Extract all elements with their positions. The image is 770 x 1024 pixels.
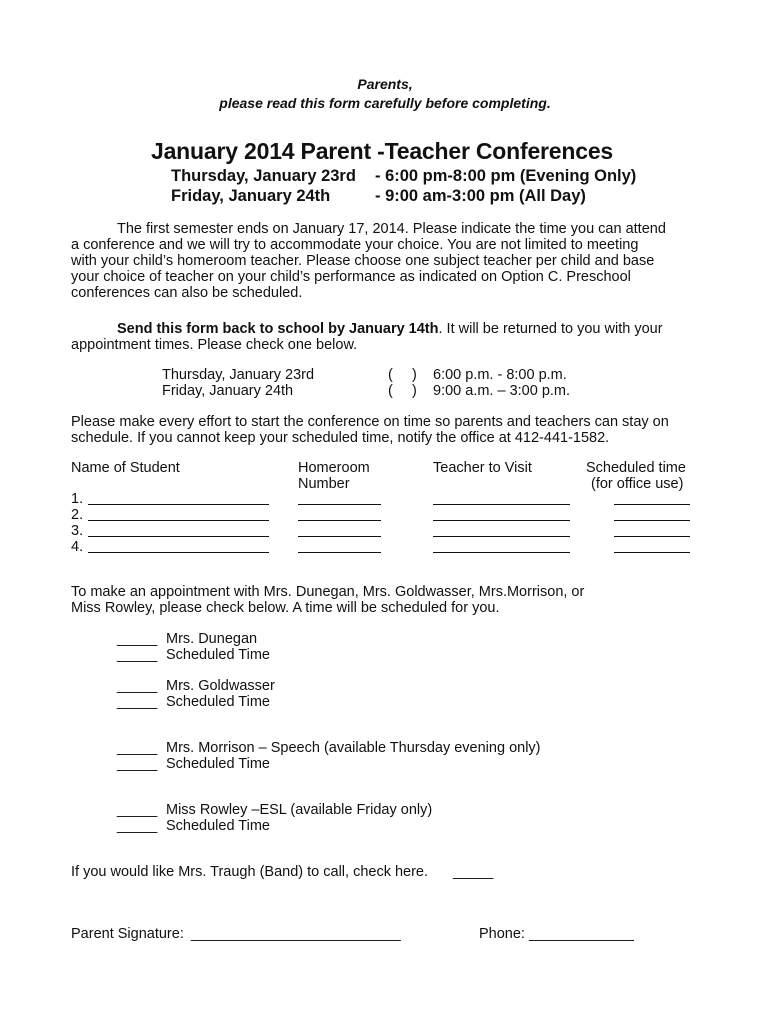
row-number: 1. [71, 491, 84, 507]
scheduled-time-label: Scheduled Time [166, 818, 270, 834]
phone-label: Phone: [479, 926, 525, 942]
check-blank[interactable]: _____ [117, 694, 158, 710]
header-homeroom: Homeroom [298, 460, 370, 476]
send-back-rest: . It will be returned to you with your [438, 321, 663, 337]
option-thursday-day: Thursday, January 23rd [162, 367, 315, 383]
student-name-field[interactable] [88, 552, 269, 553]
friday-time: - 9:00 am-3:00 pm (All Day) [375, 187, 586, 205]
check-blank[interactable]: _____ [117, 818, 158, 834]
check-blank[interactable]: _____ [117, 631, 158, 647]
thursday-time: - 6:00 pm-8:00 pm (Evening Only) [375, 167, 637, 185]
option-thursday-time: 6:00 p.m. - 8:00 p.m. [433, 367, 567, 383]
check-blank[interactable]: _____ [117, 802, 158, 818]
row-number: 3. [71, 523, 84, 539]
header-homeroom-number: Number [298, 476, 350, 492]
homeroom-number-field[interactable] [298, 552, 381, 553]
header-teacher-to-visit: Teacher to Visit [433, 460, 532, 476]
parent-signature-label: Parent Signature: [71, 926, 184, 942]
paragraph1-line: with your child’s homeroom teacher. Please choose one subject teacher per child and base [71, 253, 655, 269]
send-back-line2: appointment times. Please check one below. [71, 337, 358, 353]
paragraph1-line: your choice of teacher on your child’s performance as indicated on Option C. Preschool [71, 269, 631, 285]
homeroom-number-field[interactable] [298, 504, 381, 505]
paragraph1-line: a conference and we will try to accommodate your choice. You are not limited to meeting [71, 237, 639, 253]
teacher-to-visit-field[interactable] [433, 520, 570, 521]
teacher-to-visit-field[interactable] [433, 536, 570, 537]
paragraph3-line2: schedule. If you cannot keep your scheduled time, notify the office at 412-441-1582. [71, 430, 610, 446]
parent-signature-field[interactable]: __________________________ [191, 926, 401, 942]
option-thursday-checkbox-open[interactable]: ( [388, 367, 393, 383]
option-friday-checkbox-close[interactable]: ) [412, 383, 417, 399]
paragraph3-line1: Please make every effort to start the conference on time so parents and teachers can stay on [71, 414, 669, 430]
friday-day: Friday, January 24th [171, 187, 331, 205]
student-name-field[interactable] [88, 504, 269, 505]
row-number: 4. [71, 539, 84, 555]
student-name-field[interactable] [88, 536, 269, 537]
homeroom-number-field[interactable] [298, 520, 381, 521]
teacher-to-visit-field[interactable] [433, 552, 570, 553]
teacher-name: Mrs. Dunegan [166, 631, 258, 647]
header-student-name: Name of Student [71, 460, 180, 476]
homeroom-number-field[interactable] [298, 536, 381, 537]
check-blank[interactable]: _____ [117, 740, 158, 756]
check-blank[interactable]: _____ [117, 756, 158, 772]
paragraph1-line: conferences can also be scheduled. [71, 285, 303, 301]
thursday-day: Thursday, January 23rd [171, 167, 356, 185]
page-title: January 2014 Parent -Teacher Conferences [151, 138, 614, 164]
option-friday-day: Friday, January 24th [162, 383, 294, 399]
scheduled-time-field[interactable] [614, 536, 690, 537]
intro-parents: Parents, [357, 76, 413, 92]
teacher-name: Miss Rowley –ESL (available Friday only) [166, 802, 433, 818]
scheduled-time-label: Scheduled Time [166, 694, 270, 710]
option-thursday-checkbox-close[interactable]: ) [412, 367, 417, 383]
header-office-use: (for office use) [591, 476, 684, 492]
option-friday-checkbox-open[interactable]: ( [388, 383, 393, 399]
send-back-notice [117, 321, 663, 337]
scheduled-time-label: Scheduled Time [166, 756, 270, 772]
teacher-to-visit-field[interactable] [433, 504, 570, 505]
appointment-line1: To make an appointment with Mrs. Dunegan, Mrs. Goldwasser, Mrs.Morrison, or [71, 584, 585, 600]
option-friday-time: 9:00 a.m. – 3:00 p.m. [433, 383, 571, 399]
intro-instruction: please read this form carefully before completing. [219, 95, 551, 111]
scheduled-time-field[interactable] [614, 504, 690, 505]
scheduled-time-field[interactable] [614, 520, 690, 521]
header-scheduled-time: Scheduled time [586, 460, 686, 476]
band-call-check-blank[interactable]: _____ [453, 864, 494, 880]
phone-field[interactable]: _____________ [529, 926, 634, 942]
row-number: 2. [71, 507, 84, 523]
appointment-line2: Miss Rowley, please check below. A time will be scheduled for you. [71, 600, 500, 616]
scheduled-time-label: Scheduled Time [166, 647, 270, 663]
scheduled-time-field[interactable] [614, 552, 690, 553]
band-call-text: If you would like Mrs. Traugh (Band) to call, check here. [71, 864, 429, 880]
check-blank[interactable]: _____ [117, 678, 158, 694]
send-back-deadline: Send this form back to school by January 14th [117, 321, 439, 337]
paragraph1-line: The first semester ends on January 17, 2014. Please indicate the time you can attend [117, 221, 666, 237]
teacher-name: Mrs. Morrison – Speech (available Thursday evening only) [166, 740, 541, 756]
check-blank[interactable]: _____ [117, 647, 158, 663]
student-name-field[interactable] [88, 520, 269, 521]
teacher-name: Mrs. Goldwasser [166, 678, 275, 694]
